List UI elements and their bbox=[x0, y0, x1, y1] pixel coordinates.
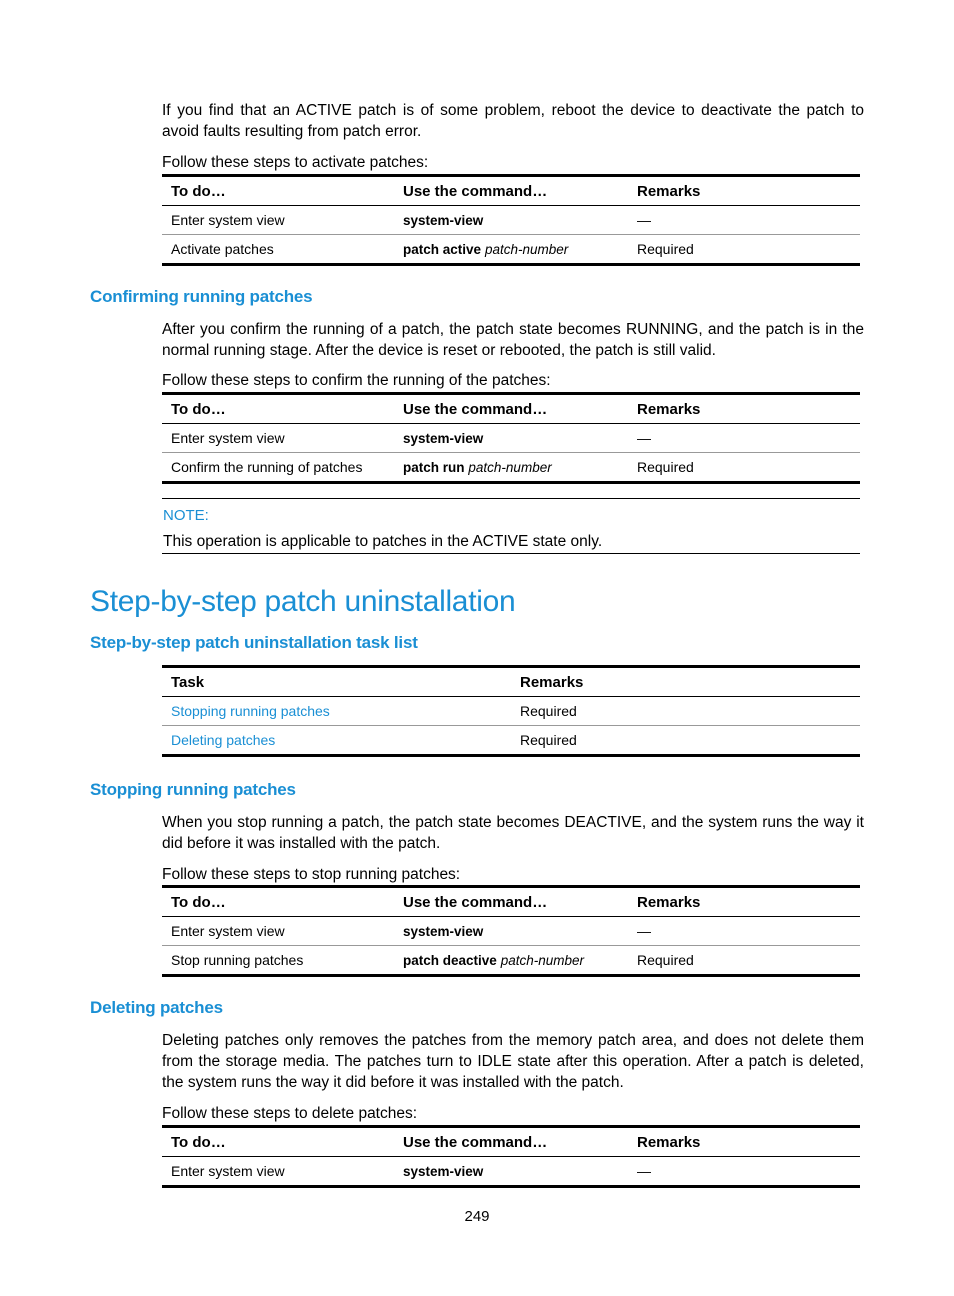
table-row bbox=[162, 697, 860, 726]
intro-paragraph: If you find that an ACTIVE patch is of some problem, reboot the device to deactivate the patch to avoid faults resulting from patch error. bbox=[162, 102, 864, 140]
header-task: Task bbox=[162, 667, 511, 697]
cell-todo: Enter system view bbox=[162, 917, 394, 946]
stop-patches-table bbox=[162, 885, 860, 977]
section-title: Step-by-step patch uninstallation bbox=[90, 585, 516, 618]
table-header-row bbox=[162, 667, 860, 697]
cell-todo: Enter system view bbox=[162, 424, 394, 453]
table-row bbox=[162, 917, 860, 946]
activate-patches-table bbox=[162, 174, 860, 266]
task-link-stopping[interactable]: Stopping running patches bbox=[171, 703, 330, 719]
cell-command bbox=[394, 206, 628, 235]
cell-command bbox=[394, 946, 628, 976]
cell-todo: Enter system view bbox=[162, 1157, 394, 1187]
header-todo: To do… bbox=[162, 176, 394, 206]
header-command: Use the command… bbox=[394, 1127, 628, 1157]
header-command: Use the command… bbox=[394, 887, 628, 917]
header-remarks: Remarks bbox=[511, 667, 860, 697]
command-keyword: system-view bbox=[403, 431, 484, 446]
cell-remarks: — bbox=[628, 206, 860, 235]
task-link-deleting[interactable]: Deleting patches bbox=[171, 732, 276, 748]
deleting-heading: Deleting patches bbox=[90, 998, 223, 1017]
cell-command bbox=[394, 235, 628, 265]
command-argument: patch-number bbox=[484, 242, 569, 257]
note-label: NOTE: bbox=[163, 507, 209, 524]
task-list-heading: Step-by-step patch uninstallation task list bbox=[90, 633, 418, 652]
cell-command bbox=[394, 1157, 628, 1187]
command-keyword: system-view bbox=[403, 213, 484, 228]
table-row bbox=[162, 235, 860, 265]
command-keyword: patch active bbox=[403, 242, 482, 257]
table-header-row bbox=[162, 176, 860, 206]
header-todo: To do… bbox=[162, 887, 394, 917]
table-row bbox=[162, 206, 860, 235]
table-row bbox=[162, 424, 860, 453]
table-row bbox=[162, 453, 860, 483]
command-keyword: patch deactive bbox=[403, 953, 497, 968]
cell-task bbox=[162, 697, 511, 726]
header-command: Use the command… bbox=[394, 394, 628, 424]
confirming-follow-text: Follow these steps to confirm the running of the patches: bbox=[162, 372, 551, 389]
stopping-follow-text: Follow these steps to stop running patches: bbox=[162, 866, 461, 883]
command-keyword: system-view bbox=[403, 924, 484, 939]
cell-command bbox=[394, 453, 628, 483]
header-command: Use the command… bbox=[394, 176, 628, 206]
page-number: 249 bbox=[464, 1208, 490, 1225]
command-keyword: patch run bbox=[403, 460, 465, 475]
cell-remarks: Required bbox=[511, 697, 860, 726]
header-remarks: Remarks bbox=[628, 394, 860, 424]
command-argument: patch-number bbox=[468, 460, 552, 475]
table-row bbox=[162, 726, 860, 756]
command-keyword: system-view bbox=[403, 1164, 484, 1179]
cell-remarks: Required bbox=[628, 946, 860, 976]
header-remarks: Remarks bbox=[628, 1127, 860, 1157]
table-header-row bbox=[162, 887, 860, 917]
stopping-heading: Stopping running patches bbox=[90, 780, 296, 799]
table-header-row bbox=[162, 1127, 860, 1157]
cell-remarks: Required bbox=[628, 235, 860, 265]
confirming-heading: Confirming running patches bbox=[90, 287, 313, 306]
header-remarks: Remarks bbox=[628, 176, 860, 206]
cell-remarks: — bbox=[628, 1157, 860, 1187]
cell-remarks: Required bbox=[628, 453, 860, 483]
deleting-paragraph: Deleting patches only removes the patches from the memory patch area, and does not delete them from the storage media. The patches turn to IDLE state after this operation. After a patch is deleted, the system runs the way it did before it was installed with the patch. bbox=[162, 1032, 864, 1091]
header-remarks: Remarks bbox=[628, 887, 860, 917]
intro-follow-text: Follow these steps to activate patches: bbox=[162, 154, 429, 171]
delete-patches-table bbox=[162, 1125, 860, 1188]
table-header-row bbox=[162, 394, 860, 424]
stopping-paragraph: When you stop running a patch, the patch state becomes DEACTIVE, and the system runs the way it did before it was installed with the patch. bbox=[162, 814, 864, 852]
cell-command bbox=[394, 917, 628, 946]
cell-task bbox=[162, 726, 511, 756]
note-text: This operation is applicable to patches in the ACTIVE state only. bbox=[163, 533, 603, 550]
table-row bbox=[162, 946, 860, 976]
header-todo: To do… bbox=[162, 1127, 394, 1157]
cell-todo: Stop running patches bbox=[162, 946, 394, 976]
cell-remarks: — bbox=[628, 917, 860, 946]
task-list-table bbox=[162, 665, 860, 757]
table-row bbox=[162, 1157, 860, 1187]
header-todo: To do… bbox=[162, 394, 394, 424]
confirm-patches-table bbox=[162, 392, 860, 484]
command-argument: patch-number bbox=[500, 953, 584, 968]
cell-remarks: — bbox=[628, 424, 860, 453]
cell-todo: Activate patches bbox=[162, 235, 394, 265]
note-box bbox=[162, 498, 860, 554]
cell-command bbox=[394, 424, 628, 453]
deleting-follow-text: Follow these steps to delete patches: bbox=[162, 1105, 418, 1122]
cell-todo: Enter system view bbox=[162, 206, 394, 235]
confirming-paragraph: After you confirm the running of a patch, the patch state becomes RUNNING, and the patch is in the normal running stage. After the device is reset or rebooted, the patch is still valid. bbox=[162, 321, 864, 359]
cell-remarks: Required bbox=[511, 726, 860, 756]
cell-todo: Confirm the running of patches bbox=[162, 453, 394, 483]
